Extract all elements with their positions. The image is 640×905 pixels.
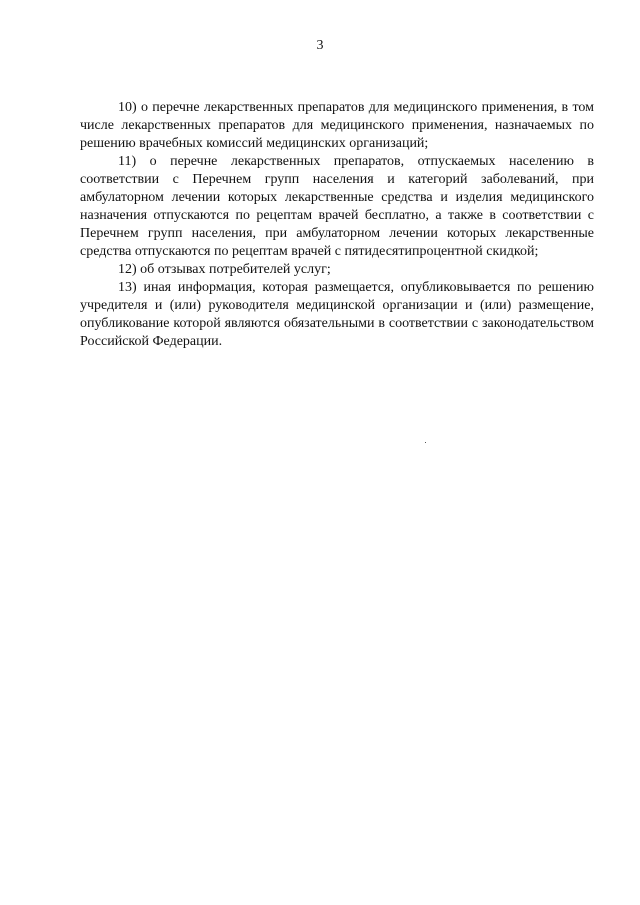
paragraph-item-12: 12) об отзывах потребителей услуг;	[118, 262, 331, 277]
scan-speck	[425, 442, 426, 443]
paragraph-item-10: 10) о перечне лекарственных препаратов для медицинского применения, в том числе лекарственных препаратов для медицинского применения, назначаемых по решению врачебных комиссий медицинских организаций;	[80, 100, 594, 151]
page-number: 3	[316, 38, 324, 53]
document-body	[80, 99, 594, 351]
paragraph-item-11: 11) о перечне лекарственных препаратов, отпускаемых населению в соответствии с Перечнем групп населения и категорий заболеваний, при амбулаторном лечении которых лекарственные средства и изделия медицинского назначения отпускаются по рецептам врачей бесплатно, а также в соответствии с Перечнем групп населения, при амбулаторном лечении которых лекарственные средства отпускаются по рецептам врачей с пятидесятипроцентной скидкой;	[80, 154, 594, 259]
paragraph-item-13: 13) иная информация, которая размещается, опубликовывается по решению учредителя и (или) руководителя медицинской организации и (или) размещение, опубликование которой являются обязательными в соответствии с законодательством Российской Федерации.	[80, 280, 594, 349]
